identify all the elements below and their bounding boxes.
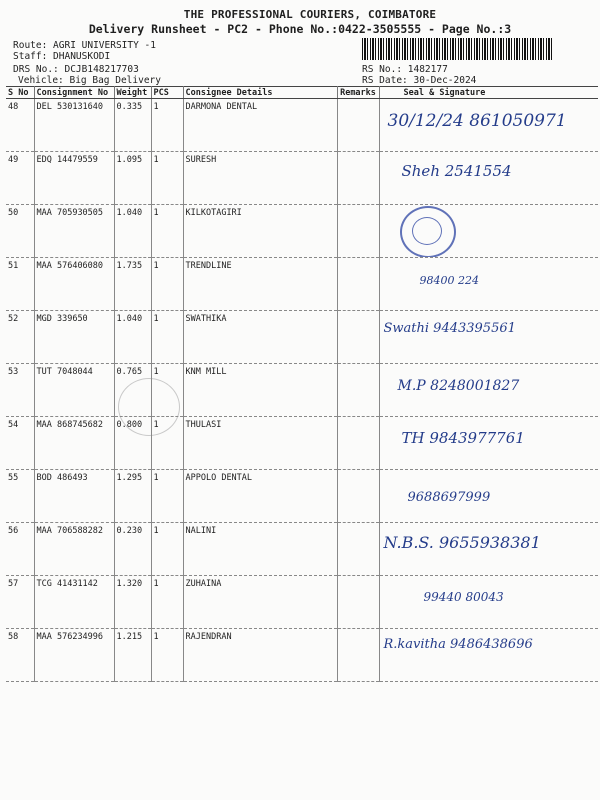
pcs: 1 — [151, 99, 183, 152]
consignment-no: TCG 41431142 — [34, 576, 114, 629]
table-row — [6, 311, 598, 364]
pcs: 1 — [151, 205, 183, 258]
consignee: KILKOTAGIRI — [183, 205, 337, 258]
consignee: NALINI — [183, 523, 337, 576]
handwritten-signature: 98400 224 — [419, 274, 479, 287]
pcs: 1 — [151, 470, 183, 523]
weight: 0.800 — [114, 417, 151, 470]
rs-number: RS No.: 1482177 — [362, 64, 448, 75]
handwritten-signature: Sheh 2541554 — [401, 162, 512, 180]
remarks — [337, 364, 379, 417]
weight: 1.040 — [114, 311, 151, 364]
sno: 49 — [6, 152, 34, 205]
consignment-no: MAA 868745682 — [34, 417, 114, 470]
signature-cell — [379, 205, 598, 258]
table-row — [6, 576, 598, 629]
signature-cell — [379, 99, 598, 152]
signature-cell — [379, 629, 598, 682]
signature-cell — [379, 311, 598, 364]
company-seal-stamp — [400, 206, 456, 258]
sno: 58 — [6, 629, 34, 682]
remarks — [337, 417, 379, 470]
consignee: RAJENDRAN — [183, 629, 337, 682]
pcs: 1 — [151, 311, 183, 364]
consignment-no: BOD 486493 — [34, 470, 114, 523]
signature-cell — [379, 576, 598, 629]
weight: 0.230 — [114, 523, 151, 576]
vehicle-label: Vehicle: Big Bag Delivery — [18, 75, 161, 86]
route-label: Route: AGRI UNIVERSITY -1 — [13, 40, 156, 51]
consignment-no: MAA 576406080 — [34, 258, 114, 311]
sno: 55 — [6, 470, 34, 523]
weight: 1.040 — [114, 205, 151, 258]
company-title: THE PROFESSIONAL COURIERS, COIMBATORE — [183, 8, 437, 21]
table-row — [6, 152, 598, 205]
remarks — [337, 205, 379, 258]
table-row — [6, 629, 598, 682]
delivery-table — [6, 86, 598, 682]
handwritten-signature: N.B.S. 9655938381 — [383, 533, 541, 552]
consignment-no: DEL 530131640 — [34, 99, 114, 152]
consignee: ZUHAINA — [183, 576, 337, 629]
pcs: 1 — [151, 258, 183, 311]
col-consignee: Consignee Details — [183, 87, 337, 99]
consignment-no: EDQ 14479559 — [34, 152, 114, 205]
sno: 52 — [6, 311, 34, 364]
consignee: KNM MILL — [183, 364, 337, 417]
weight: 1.295 — [114, 470, 151, 523]
handwritten-signature: TH 9843977761 — [401, 429, 525, 447]
weight: 0.335 — [114, 99, 151, 152]
pcs: 1 — [151, 417, 183, 470]
consignment-no: MAA 706588282 — [34, 523, 114, 576]
weight: 1.320 — [114, 576, 151, 629]
consignment-no: MGD 339650 — [34, 311, 114, 364]
col-remarks: Remarks — [337, 87, 379, 99]
weight: 0.765 — [114, 364, 151, 417]
table-row — [6, 523, 598, 576]
handwritten-signature: M.P 8248001827 — [397, 378, 520, 394]
remarks — [337, 99, 379, 152]
col-pcs: PCS — [151, 87, 183, 99]
sno: 50 — [6, 205, 34, 258]
pcs: 1 — [151, 364, 183, 417]
table-row — [6, 364, 598, 417]
col-sno: S No — [6, 87, 34, 99]
table-row — [6, 99, 598, 152]
pcs: 1 — [151, 576, 183, 629]
remarks — [337, 523, 379, 576]
consignment-no: TUT 7048044 — [34, 364, 114, 417]
remarks — [337, 629, 379, 682]
col-weight: Weight — [114, 87, 151, 99]
weight: 1.735 — [114, 258, 151, 311]
consignee: DARMONA DENTAL — [183, 99, 337, 152]
consignment-no: MAA 576234996 — [34, 629, 114, 682]
staff-label: Staff: DHANUSKODI — [13, 51, 111, 62]
sno: 51 — [6, 258, 34, 311]
remarks — [337, 576, 379, 629]
pcs: 1 — [151, 523, 183, 576]
consignment-no: MAA 705930505 — [34, 205, 114, 258]
consignee: TRENDLINE — [183, 258, 337, 311]
drs-label: DRS No.: DCJB148217703 — [13, 64, 139, 75]
table-header-row — [6, 87, 598, 99]
consignee: THULASI — [183, 417, 337, 470]
handwritten-signature: Swathi 9443395561 — [383, 321, 516, 336]
signature-cell — [379, 152, 598, 205]
remarks — [337, 470, 379, 523]
weight: 1.215 — [114, 629, 151, 682]
consignee: SURESH — [183, 152, 337, 205]
sno: 53 — [6, 364, 34, 417]
sno: 48 — [6, 99, 34, 152]
signature-cell — [379, 417, 598, 470]
signature-cell — [379, 364, 598, 417]
runsheet-subtitle: Delivery Runsheet - PC2 - Phone No.:0422-3505555 - Page No.:3 — [88, 22, 512, 36]
table-row — [6, 258, 598, 311]
rs-date: RS Date: 30-Dec-2024 — [362, 75, 477, 86]
pcs: 1 — [151, 629, 183, 682]
sno: 54 — [6, 417, 34, 470]
handwritten-signature: 99440 80043 — [423, 590, 504, 604]
handwritten-signature: R.kavitha 9486438696 — [383, 637, 533, 652]
signature-cell — [379, 258, 598, 311]
table-row — [6, 417, 598, 470]
barcode — [362, 38, 554, 60]
handwritten-signature: 30/12/24 861050971 — [387, 111, 567, 131]
col-signature: Seal & Signature — [379, 87, 598, 99]
signature-cell — [379, 523, 598, 576]
col-consignment: Consignment No — [34, 87, 114, 99]
sno: 57 — [6, 576, 34, 629]
weight: 1.095 — [114, 152, 151, 205]
remarks — [337, 311, 379, 364]
handwritten-signature: 9688697999 — [407, 490, 491, 505]
consignee: APPOLO DENTAL — [183, 470, 337, 523]
consignee: SWATHIKA — [183, 311, 337, 364]
table-row — [6, 470, 598, 523]
sno: 56 — [6, 523, 34, 576]
table-row — [6, 205, 598, 258]
remarks — [337, 152, 379, 205]
pcs: 1 — [151, 152, 183, 205]
signature-cell — [379, 470, 598, 523]
remarks — [337, 258, 379, 311]
